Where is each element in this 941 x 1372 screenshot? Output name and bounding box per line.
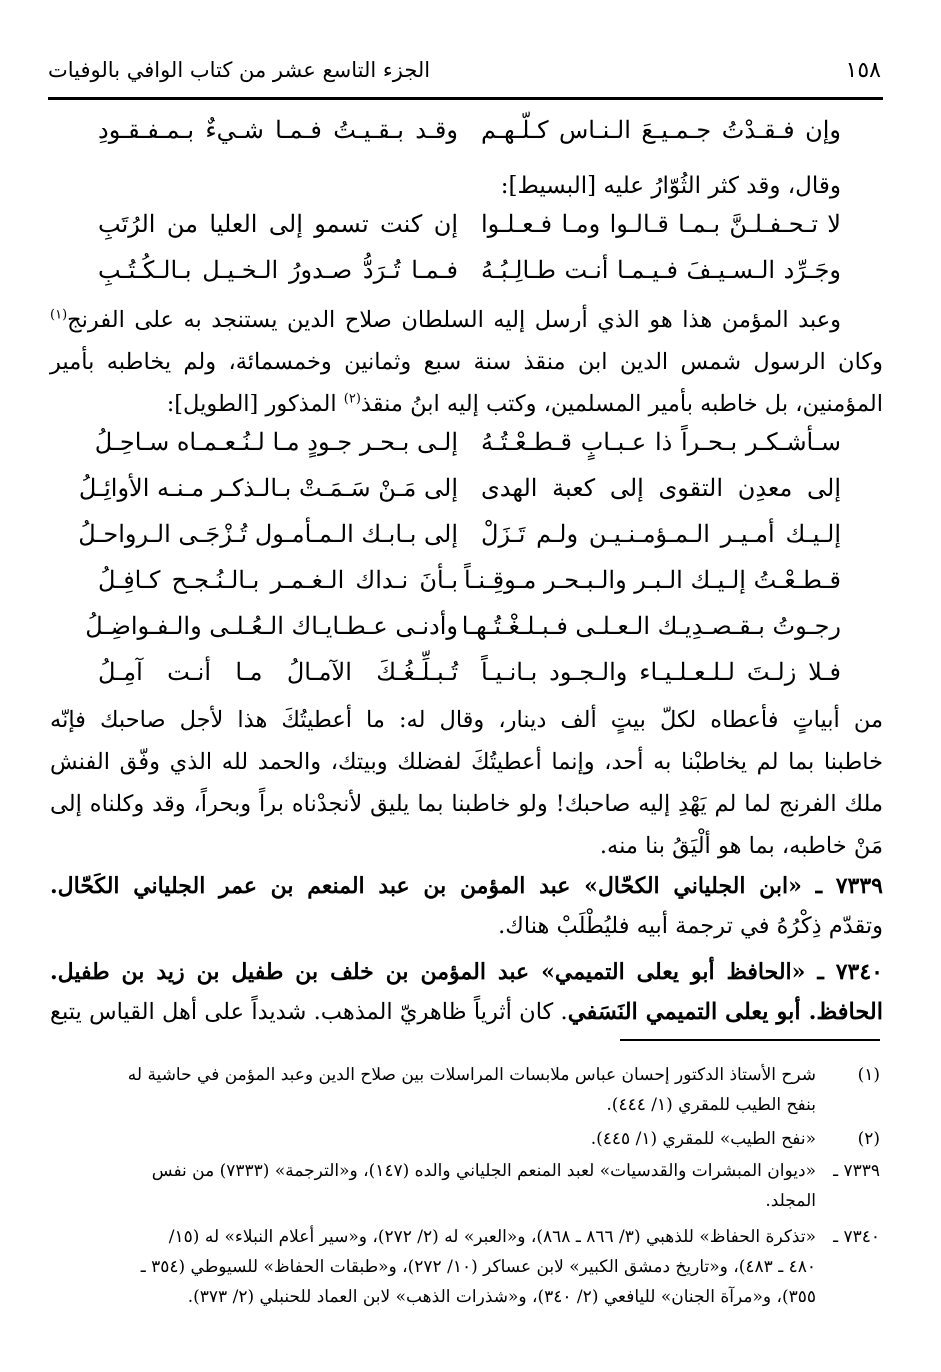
verse-first-hemistich: فـلا زلـتَ لـلـعـلـيـاء والـجـود بـانـيـاً	[481, 658, 841, 686]
verse-second-hemistich: وقـد بـقـيـتُ فـمـا شـيءٌ بـمـفـقـودِ	[98, 116, 458, 144]
verse-second-hemistich: إلى بـابـك الـمـأمـول تُـزْجَـى الـرواحـلُ	[78, 520, 458, 548]
poem-verse	[98, 116, 841, 156]
verse-first-hemistich: وجَـرِّد الـسـيـفَ فـيـمـا أنـت طـالِـبُـهُ	[481, 256, 841, 284]
footnote-number: ٧٣٤٠ ـ	[833, 1227, 880, 1247]
verse-second-hemistich: وأدنـى عـطـايـاك الـعُـلـى والـفـواضِـلُ	[85, 612, 458, 640]
paragraph-line: المؤمنين، بل خاطبه بأمير المسلمين، وكتب إليه ابنُ منقذ$^{(٢)}$ المذكور [الطويل]:	[166, 391, 883, 417]
footnote-number: (١)	[857, 1065, 880, 1085]
verse-first-hemistich: لا تـحـفـلـنَّ بـمـا قـالـوا ومـا فـعـلـوا	[481, 210, 841, 238]
poem-verse	[98, 566, 841, 606]
footnote-line: بنفح الطيب للمقري (١/ ٤٤٤).	[606, 1095, 816, 1115]
paragraph-line: وكان الرسول شمس الدين ابن منقذ سنة سبع وثمانين وخمسمائة، ولم يخاطبه بأمير	[50, 349, 883, 375]
poem-verse	[98, 658, 841, 698]
header-rule	[48, 97, 883, 100]
footnote	[50, 1222, 880, 1318]
footnote-line: المجلد.	[765, 1191, 816, 1211]
verse-first-hemistich: وإن فـقـدْتُ جـمـيـعَ الـنـاس كـلّـهـم	[481, 116, 841, 144]
entry-heading-7339: ٧٣٣٩ ـ «ابن الجلياني الكحّال» عبد المؤمن بن عبد المنعم بن عمر الجلياني الكَحّال.	[50, 873, 883, 899]
footnote-line: «ديوان المبشرات والقدسيات» لعبد المنعم الجلياني والده (١٤٧)، و«الترجمة» (٧٣٣٣) من نفس	[151, 1161, 816, 1181]
verse-second-hemistich: بـأنَ نـداك الـغـمـر بـالـنُـجـح كـافِـلُ	[98, 566, 458, 594]
poem-intro: وقال، وقد كثر الثُوّارُ عليه [البسيط]:	[500, 173, 841, 199]
verse-first-hemistich: سـأشـكـر بـحـراً ذا عـبـابٍ قـطـعْـتُـهُ	[481, 428, 841, 456]
verse-second-hemistich: إلـى بـحـر جـودٍ مـا لـنُـعـمـاه سـاحِـلُ	[94, 428, 458, 456]
entry-heading-7340: ٧٣٤٠ ـ «الحافظ أبو يعلى التميمي» عبد المؤمن بن خلف بن طفيل بن زيد بن طفيل.	[50, 959, 883, 985]
page-header	[48, 52, 881, 96]
paragraph-line: مَنْ خاطبه، بما هو ألْيَقُ بنا منه.	[599, 833, 883, 859]
running-title: الجزء التاسع عشر من كتاب الوافي بالوفيات	[48, 58, 431, 82]
paragraph-line: خاطبنا بما لم يخاطبْنا به أحد، وإنما أعطيتُكَ لفضلك وبيتك، والحمد لله الذي وفّق الفنش	[50, 749, 883, 775]
verse-second-hemistich: إن كنت تسمو إلى العليا من الرُتَبِ	[98, 210, 458, 238]
poem-verse	[98, 210, 841, 250]
entry-text-7340: الحافظ. أبو يعلى التميمي النَسَفي. كان أثرياً ظاهريّ المذهب. شديداً على أهل القياس يتبع	[50, 999, 883, 1025]
paragraph-line: وعبد المؤمن هذا هو الذي أرسل إليه السلطان صلاح الدين يستنجد به على الفرنج$^{(١)}$	[50, 307, 841, 333]
verse-first-hemistich: إلى معدِن التقوى إلى كعبة الهدى	[481, 474, 841, 502]
verse-first-hemistich: رجـوتُ بـقـصـدِيـك الـعـلـى فـبـلـغْـتُـهـا	[461, 612, 841, 640]
footnote-number: (٢)	[857, 1129, 880, 1149]
footnote-line: ٤٨٠ ـ ٤٨٣)، و«تاريخ دمشق الكبير» لابن عساكر (١٠/ ٢٧٢)، و«طبقات الحفاظ» للسيوطي (٣٥٤ ـ	[140, 1257, 816, 1277]
footnote-ref[interactable]: (٢)	[343, 391, 361, 407]
page-number: ١٥٨	[845, 58, 881, 83]
verse-first-hemistich: قـطـعْـتُ إلـيـك الـبـر والـبـحـر مـوقِـنـاً	[464, 566, 841, 594]
poem-verse	[98, 256, 841, 296]
verse-first-hemistich: إلـيـك أمـيـر الـمـؤمـنـيـن ولـم تَـزَلْ	[481, 520, 841, 548]
poem-verse	[78, 520, 841, 560]
footnote-rule	[620, 1039, 880, 1041]
verse-second-hemistich: فـمـا تُـرَدُّ صـدورُ الـخـيـل بـالـكُـتُـبِ	[98, 256, 458, 284]
verse-second-hemistich: إلى مَـنْ سَـمَـتْ بـالـذكـر مـنـه الأوائِـلُ	[78, 474, 458, 502]
paragraph-line: ملك الفرنج لما لم يَهْدِ إليه صاحبك! ولو خاطبنا بما يليق لأنجدْناه براً وبحراً، وقد وكلناه إلى	[50, 791, 883, 817]
footnote-number: ٧٣٣٩ ـ	[833, 1161, 880, 1181]
poem-verse	[94, 428, 841, 468]
poem-verse	[85, 612, 841, 652]
paragraph-line: من أبياتٍ فأعطاه لكلّ بيتٍ ألف دينار، وقال له: ما أعطيتُكَ هذا لأجل صاحبك فإنّه	[50, 707, 884, 733]
footnote	[50, 1124, 880, 1154]
footnote-line: «تذكرة الحفاظ» للذهبي (٣/ ٨٦٦ ـ ٨٦٨)، و«العبر» له (٢/ ٢٧٢)، و«سير أعلام النبلاء» له (١٥/	[168, 1227, 816, 1247]
entry-text-7339: وتقدّم ذِكْرُهُ في ترجمة أبيه فليُطْلَبْ هناك.	[498, 913, 883, 939]
footnote-line: «نفح الطيب» للمقري (١/ ٤٤٥).	[590, 1129, 816, 1149]
footnote	[50, 1156, 880, 1216]
footnote-line: ٣٥٥)، و«مرآة الجنان» لليافعي (٢/ ٣٤٠)، و«شذرات الذهب» لابن العماد للحنبلي (٢/ ٣٧٣).	[187, 1287, 816, 1307]
footnote-line: شرح الأستاذ الدكتور إحسان عباس ملابسات المراسلات بين صلاح الدين وعبد المؤمن في حاشية له	[127, 1065, 816, 1085]
footnote	[50, 1060, 880, 1120]
poem-verse	[78, 474, 841, 514]
footnote-ref[interactable]: (١)	[50, 307, 68, 323]
verse-second-hemistich: تُـبـلِّـغُـكَ الآمـالُ مـا أنـت آمِـلُ	[98, 658, 458, 686]
